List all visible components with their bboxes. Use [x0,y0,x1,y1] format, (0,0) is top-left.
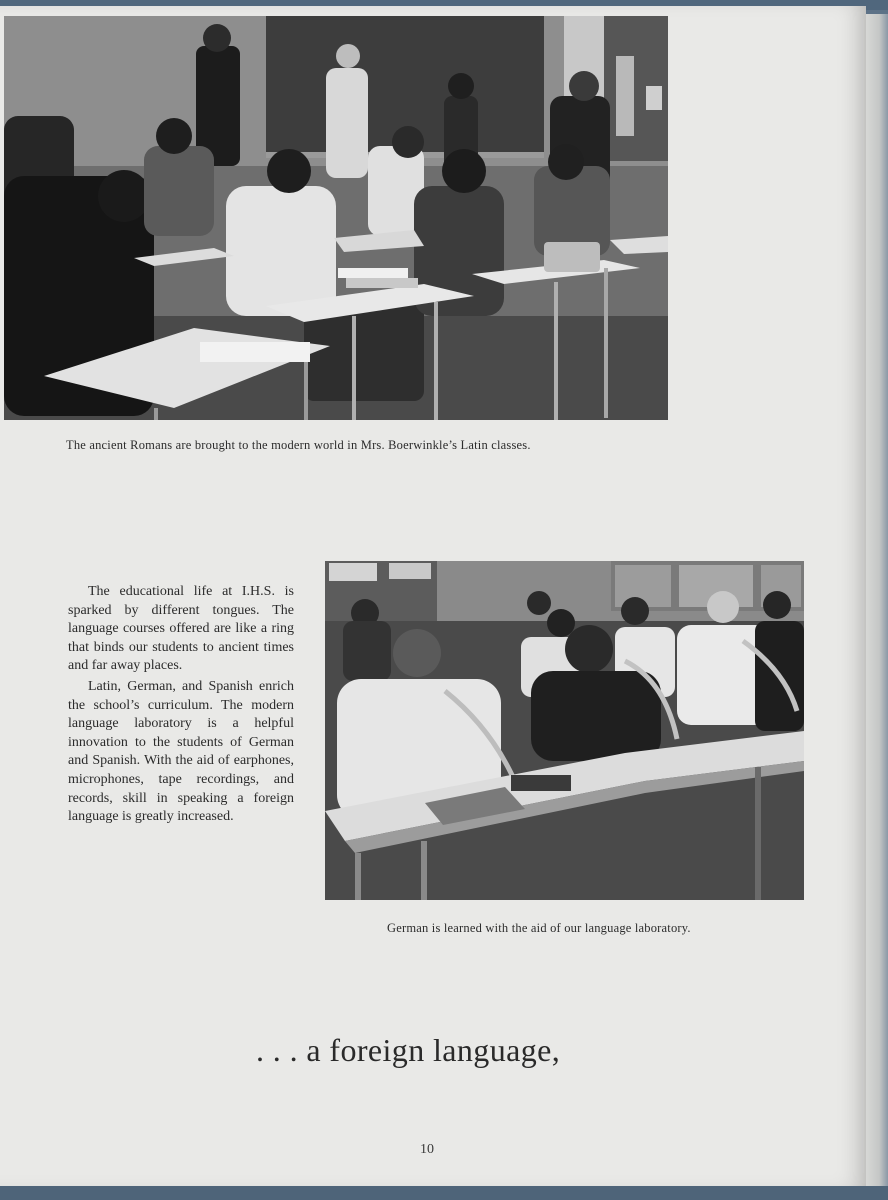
language-lab-photo-caption: German is learned with the aid of our language laboratory. [387,921,691,935]
page-number: 10 [420,1142,434,1157]
body-paragraph-2: Latin, German, and Spanish enrich the school’s curriculum. The modern language laboratory is a helpful innovation to the students of German and Spanish. With the aid of earphones, microphones, tape recordings, and records, skill in speaking a foreign language is greatly increased. [68,678,294,825]
latin-classroom-photo [4,16,668,420]
book-binding-bottom [0,1186,888,1200]
page-edge [866,14,888,1186]
page-headline: . . . a foreign language, [256,1032,561,1068]
body-text [68,583,294,829]
latin-photo-caption: The ancient Romans are brought to the modern world in Mrs. Boerwinkle’s Latin classes. [66,438,531,452]
body-paragraph-1: The educational life at I.H.S. is sparked by different tongues. The language courses offered are like a ring that binds our students to ancient times and far away places. [68,584,294,674]
yearbook-page [0,6,866,1186]
language-laboratory-photo [325,561,804,900]
